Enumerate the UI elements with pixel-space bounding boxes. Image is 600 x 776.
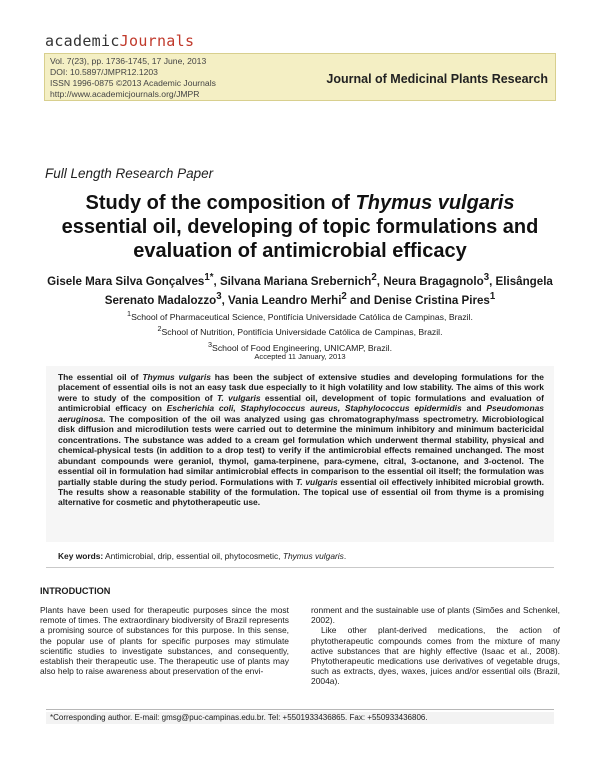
author: Denise Cristina Pires$^1$ (373, 291, 496, 308)
journal-name: Journal of Medicinal Plants Research (326, 72, 548, 86)
paper-title: Study of the composition of Thymus vulgaris essential oil, developing of topic formulations and evaluation of antimicrobial efficacy (61, 192, 539, 262)
volume-info: Vol. 7(23), pp. 1736-1745, 17 June, 2013 (50, 56, 207, 66)
author: Vania Leandro Merhi$^2$ and (228, 291, 374, 308)
affiliation: $^3$School of Food Engineering, UNICAMP, Brazil. (208, 339, 392, 353)
section-heading-introduction: INTRODUCTION (40, 586, 111, 596)
publisher-logo (45, 32, 194, 50)
accepted-date: Accepted 11 January, 2013 (254, 352, 346, 361)
affiliation: $^2$School of Nutrition, Pontifícia Universidade Católica de Campinas, Brazil. (157, 324, 443, 338)
author: Gisele Mara Silva Gonçalves$^{1*}$, (47, 272, 220, 288)
section-divider (46, 567, 554, 568)
issn: ISSN 1996-0875 ©2013 Academic Journals (50, 78, 216, 88)
logo-text-journals: Journals (119, 32, 195, 50)
body-column-left (40, 605, 289, 676)
corresponding-author-footnote: *Corresponding author. E-mail: gmsg@puc-campinas.edu.br. Tel: +5501933436865. Fax: +550933436806. (46, 712, 554, 724)
author: Silvana Mariana Srebernich$^2$, (219, 272, 384, 288)
paragraph: Plants have been used for therapeutic purposes since the most remote of times. The extraordinary biodiversity of Brazil represents a promising source of substances for this purpose. In this sense, the popular use of plants for specific purposes may stimulate scientific studies to investigate substances, and consequently, establish their therapeutic use. The therapeutic use of plants may also help to raise awareness about preservation of the envi- (40, 605, 289, 677)
keywords-label: Key words: (58, 551, 104, 561)
keywords: Key words: Antimicrobial, drip, essential oil, phytocosmetic, Thymus vulgaris. (58, 551, 347, 561)
journal-url[interactable]: http://www.academicjournals.org/JMPR (50, 89, 200, 99)
author-list (40, 270, 560, 309)
doi: DOI: 10.5897/JMPR12.1203 (50, 67, 158, 77)
journal-meta (50, 56, 216, 100)
paragraph: ronment and the sustainable use of plants (Simões and Schenkel, 2002). (311, 605, 560, 626)
title-species: Thymus vulgaris (355, 192, 515, 214)
logo-text-academic: academic (45, 32, 120, 50)
paper-type: Full Length Research Paper (45, 166, 214, 181)
paragraph: Like other plant-derived medications, the action of phytotherapeutic compounds comes from the mixture of many active substances that are highly effective (Isaac et al., 2008). Phytotherapeutic medications use derivatives of vegetable drugs, such as extracts, dyes, waxes, juices and/or essential oils (Brazil, 2004a). (311, 625, 560, 687)
affiliations (40, 308, 560, 354)
body-column-right (311, 605, 560, 687)
abstract: The essential oil of Thymus vulgaris has been the subject of extensive studies and developing formulations for the placement of essential oils is not an easy task due especially to it high volatility and low stability. The aims of this work were to study of the composition of T. vulgaris essential oil, development of topic formulations and evaluation of antimicrobial efficacy on Escherichia coli, Staphylococcus aureus, Staphylococcus epidermidis and Pseudomonas aeruginosa. The composition of the oil was analyzed using gas chromatography/mass spectrometry. Microbiological disk diffusion and microdilution tests were carried out to determine the minimum inhibitory and minimum bactericidal concentrations. The substance was added to a cream gel formulation which underwent thermal stability, physical and chemical-physical tests (in addition to a drop test) to verify if the antimicrobial effects remained unchanged. The most abundant compounds were geraniol, thymol, gama-terpinene, para-cymene, citral, 3-octanone, and 3-octenol. The essential oil in formulation had similar antimicrobial effects in comparison to the essential oil itself; the formulation was partially stable during the study period. Formulations with T. vulgaris essential oil effectively inhibited microbial growth. The results show a reasonable stability of the formulation. The topical use of essential oil from thyme is a promising alternative for cosmetic and phytotherapeutic use. (58, 372, 545, 508)
author: Elisângela Serenato Madalozzo$^3$, (104, 274, 553, 308)
footnote-divider (46, 709, 554, 710)
affiliation: $^1$School of Pharmaceutical Science, Pontifícia Universidade Católica de Campinas, Brazil. (127, 309, 473, 322)
author: Neura Bragagnolo$^3$, (383, 272, 496, 288)
